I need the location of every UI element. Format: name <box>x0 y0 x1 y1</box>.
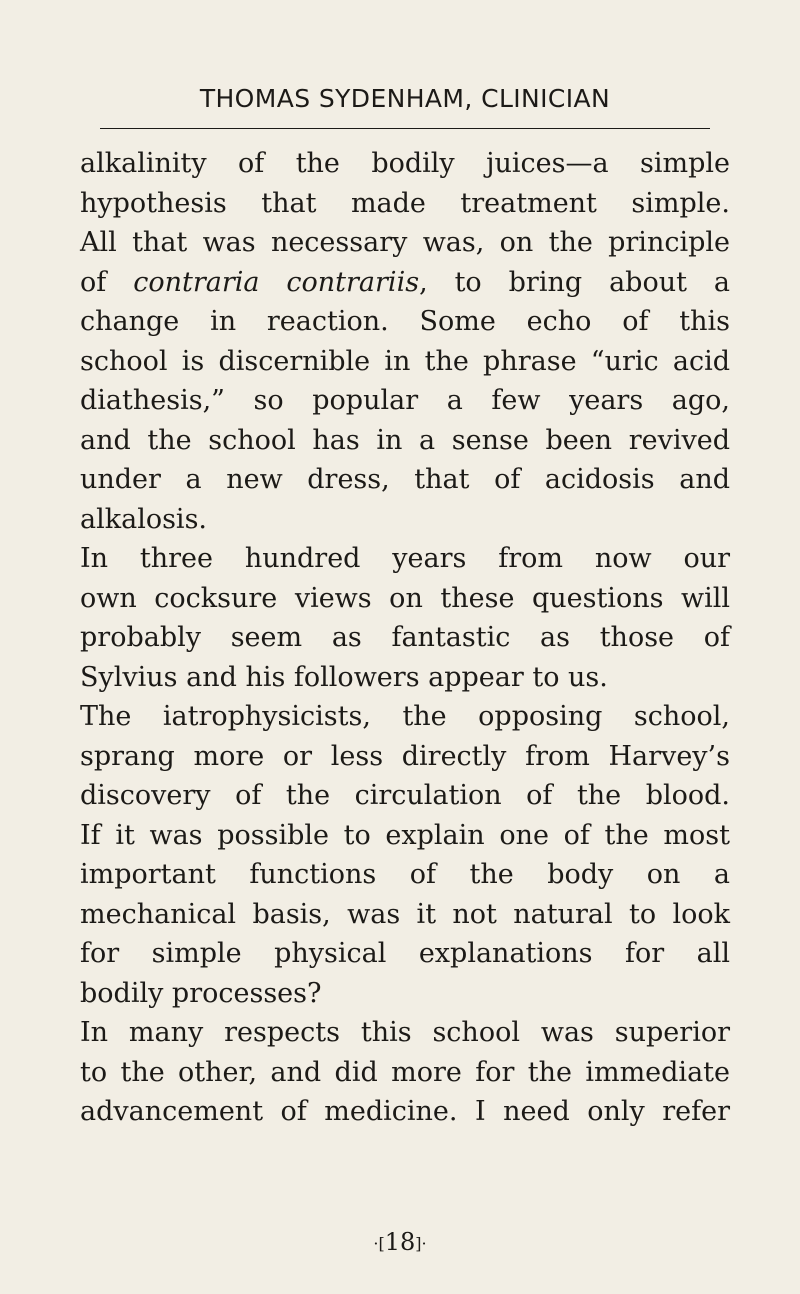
text-line <box>80 263 730 303</box>
text-line: for simple physical explanations for all <box>80 938 730 969</box>
text-line: In many respects this school was superior <box>80 1017 730 1048</box>
text-line: alkalinity of the bodily juices—a simple <box>80 148 730 179</box>
text-line: alkalosis. <box>80 503 208 535</box>
text-line: hypothesis that made treatment simple. <box>80 187 730 219</box>
text-line: If it was possible to explain one of the most <box>80 819 730 851</box>
text-line: mechanical basis, was it not natural to look <box>80 898 730 930</box>
text-run: , to bring about a <box>419 266 730 298</box>
header-rule <box>100 128 710 129</box>
page-number: 18 <box>384 1228 416 1256</box>
text-line: to the other, and did more for the immediate <box>80 1056 730 1088</box>
text-line: and the school has in a sense been revived <box>80 424 730 456</box>
text-line: diathesis,” so popular a few years ago, <box>80 385 730 416</box>
italic-phrase: contraria contrariis <box>133 266 420 298</box>
running-title: THOMAS SYDENHAM, CLINICIAN <box>199 84 611 113</box>
text-line: The iatrophysicists, the opposing school, <box>80 701 730 732</box>
page-number-folio <box>340 1228 460 1256</box>
text-line: sprang more or less directly from Harvey’s <box>80 740 730 772</box>
text-line: In three hundred years from now our <box>80 543 730 574</box>
text-line: under a new dress, that of acidosis and <box>80 464 730 495</box>
text-line: bodily processes? <box>80 977 322 1009</box>
text-line: change in reaction. Some echo of this <box>80 306 730 337</box>
text-line: own cocksure views on these questions will <box>80 582 730 614</box>
text-line: All that was necessary was, on the principle <box>80 227 730 258</box>
text-line: advancement of medicine. I need only refer <box>80 1096 730 1127</box>
text-line: probably seem as fantastic as those of <box>80 622 730 653</box>
body-text <box>80 144 730 1132</box>
text-line: school is discernible in the phrase “uric acid <box>80 345 730 377</box>
folio-ornament-right: ]· <box>415 1234 427 1253</box>
text-line: discovery of the circulation of the blood. <box>80 780 730 811</box>
folio-ornament-left: ·[ <box>373 1234 385 1253</box>
text-line: Sylvius and his followers appear to us. <box>80 661 608 693</box>
text-line: important functions of the body on a <box>80 859 730 890</box>
text-run: of <box>80 266 134 298</box>
